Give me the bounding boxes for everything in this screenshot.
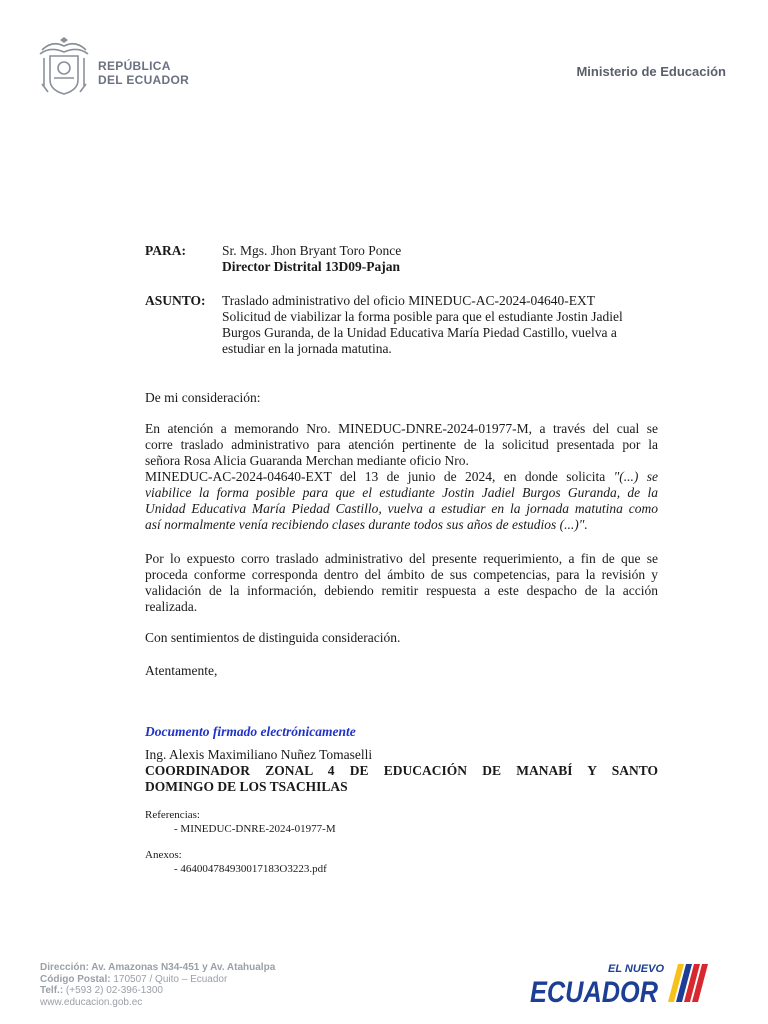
asunto-line: Solicitud de viabilizar la forma posible para que el estudiante Jostin Jadiel [222,309,623,324]
paragraph-1-quote-line: Unidad Educativa María Piedad Castillo, vuelva a estudiar en la jornada matutina como [145,501,658,516]
paragraph-1-quote-line: viabilice la forma posible para que el estudiante Jostin Jadiel Burgos Guranda, de la [145,485,658,500]
greeting: De mi consideración: [145,390,261,405]
paragraph-2-line: validación de la información, debiendo remitir respuesta a este despacho de la acción [145,583,658,598]
closing-sentence: Con sentimientos de distinguida consideración. [145,630,401,645]
references-label: Referencias: [145,809,200,821]
republica-line1: REPÚBLICA [98,59,171,73]
asunto-line: Traslado administrativo del oficio MINEDUC-AC-2024-04640-EXT [222,293,595,308]
footer-postal: Código Postal: 170507 / Quito – Ecuador [40,973,228,985]
asunto-line: Burgos Guranda, de la Unidad Educativa María Piedad Castillo, vuelva a [222,325,617,340]
coat-of-arms-icon [36,36,92,98]
el-nuevo-ecuador-logo [528,958,718,1012]
paragraph-2-line: Por lo expuesto corro traslado administrativo del presente requerimiento, a fin de que se [145,551,658,566]
footer-address-line: Dirección: Av. Amazonas N34-451 y Av. Atahualpa [40,962,276,973]
references-item: - MINEDUC-DNRE-2024-01977-M [174,823,336,835]
annexes-item: - 464004784930017183O3223.pdf [174,863,327,875]
logo-stripes-icon [668,964,708,1002]
paragraph-1-line4 [145,469,658,485]
footer-phone: Telf.: (+593 2) 02-396-1300 [40,985,163,996]
signer-name: Ing. Alexis Maximiliano Nuñez Tomaselli [145,747,373,762]
paragraph-1-line4-normal: MINEDUC-AC-2024-04640-EXT del 13 de junio de 2024, en donde solicita [145,469,614,484]
ministry-name: Ministerio de Educación [576,64,726,79]
asunto-line: estudiar en la jornada matutina. [222,341,392,356]
signer-title-line1: COORDINADOR ZONAL 4 DE EDUCACIÓN DE MANABÍ Y SANTO [145,763,658,778]
paragraph-1-line4-quote: "(...) se [613,469,659,484]
para-name: Sr. Mgs. Jhon Bryant Toro Ponce [222,243,402,258]
logo-small-text: EL NUEVO [608,963,665,975]
asunto-label: ASUNTO: [145,293,206,308]
paragraph-2-line: realizada. [145,599,198,614]
annexes-label: Anexos: [145,849,182,861]
signer-title-line2: DOMINGO DE LOS TSACHILAS [145,779,348,794]
electronic-signature-note: Documento firmado electrónicamente [145,724,356,739]
paragraph-2-line: proceda conforme corresponda dentro del ámbito de sus competencias, para la revisión y [145,567,658,582]
para-title: Director Distrital 13D09-Pajan [222,259,400,274]
republica-line2: DEL ECUADOR [98,73,190,87]
paragraph-1-line: corre traslado administrativo para atención pertinente de la solicitud presentada por la [145,437,658,452]
paragraph-1-line: señora Rosa Alicia Guaranda Merchan mediante oficio Nro. [145,453,469,468]
para-label: PARA: [145,243,186,258]
closing-salutation: Atentamente, [145,663,218,678]
paragraph-1-line: En atención a memorando Nro. MINEDUC-DNRE-2024-01977-M, a través del cual se [145,421,658,436]
footer-address [40,962,275,1008]
footer-website: www.educacion.gob.ec [40,996,143,1008]
paragraph-1-quote-line: así normalmente venía recibiendo clases durante todos sus años de estudios (...)". [145,517,588,532]
logo-big-text: ECUADOR [530,976,659,1009]
